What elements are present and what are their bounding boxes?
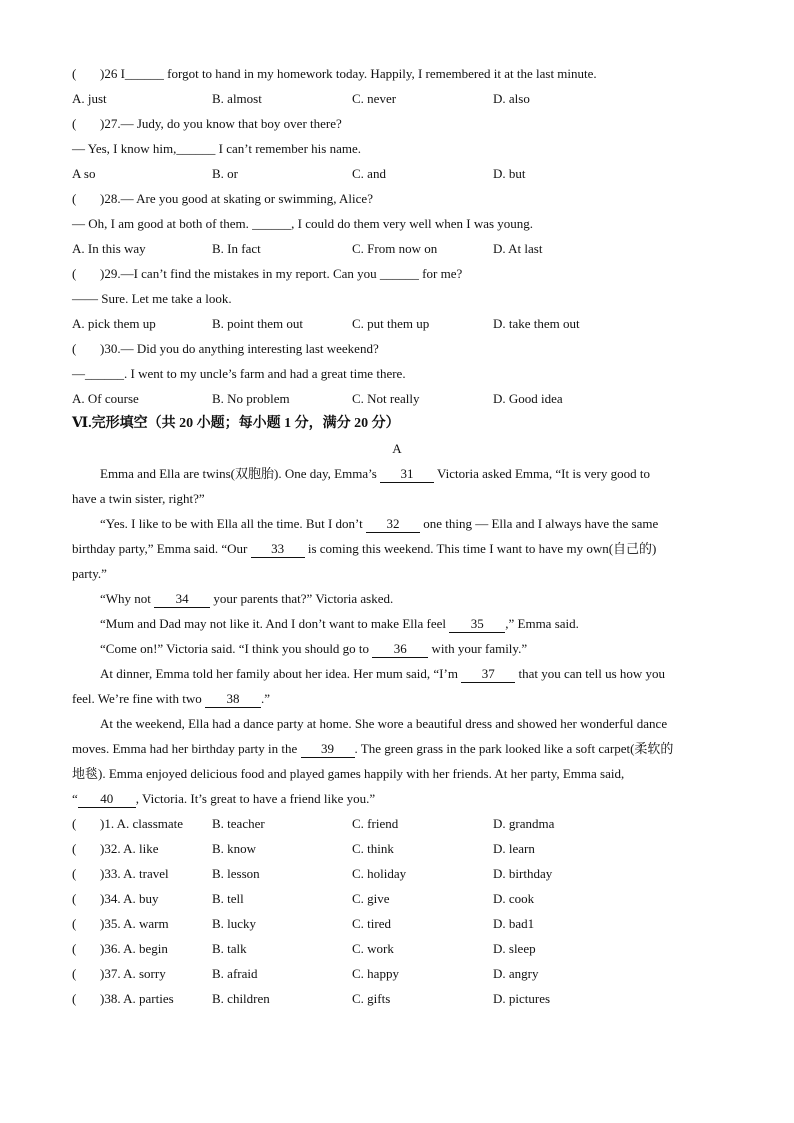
answer-paren: ( xyxy=(72,341,77,356)
passage-line xyxy=(72,536,722,561)
cloze-question-31 xyxy=(72,811,722,836)
option-d: D. but xyxy=(493,166,526,181)
question-text: )29.—I can’t find the mistakes in my report. Can you ______ for me? xyxy=(100,266,463,281)
question-26-options xyxy=(72,86,722,111)
option-a: )32. A. like xyxy=(100,841,159,856)
answer-paren: ( xyxy=(72,266,77,281)
option-c: C. gifts xyxy=(352,991,391,1006)
passage-text: your parents that?” Victoria asked. xyxy=(210,591,394,606)
option-b: B. or xyxy=(212,166,238,181)
passage-text: one thing — Ella and I always have the same xyxy=(420,516,659,531)
answer-paren: ( xyxy=(72,941,77,956)
cloze-question-36 xyxy=(72,936,722,961)
passage-text: moves. Emma had her birthday party in the xyxy=(72,741,301,756)
passage-text: is coming this weekend. This time I want to have my own(自己的) xyxy=(304,541,657,556)
passage-text: “ xyxy=(72,791,78,806)
passage-text: At dinner, Emma told her family about her idea. Her mum said, “I’m xyxy=(100,666,462,681)
cloze-question-34 xyxy=(72,886,722,911)
option-a: )1. A. classmate xyxy=(100,816,184,831)
passage-text: that you can tell us how you xyxy=(515,666,666,681)
cloze-question-38 xyxy=(72,986,722,1011)
passage-text: ,” Emma said. xyxy=(505,616,579,631)
option-c: C. Not really xyxy=(352,391,420,406)
blank-33: 33 xyxy=(251,541,305,558)
blank-39: 39 xyxy=(301,741,355,758)
passage-text: , Victoria. It’s great to have a friend like you.” xyxy=(135,791,376,806)
question-number xyxy=(72,961,166,986)
passage-text: “Yes. I like to be with Ella all the time. But I don’t xyxy=(100,516,366,531)
option-b: B. lesson xyxy=(212,866,260,881)
option-d: D. take them out xyxy=(493,316,580,331)
question-number xyxy=(72,936,168,961)
passage-text: birthday party,” Emma said. “Our xyxy=(72,541,251,556)
section-heading: Ⅵ.完形填空（共 20 小题；每小题 1 分，满分 20 分） xyxy=(72,416,400,431)
blank-40: 40 xyxy=(78,791,136,808)
question-28-reply: — Oh, I am good at both of them. ______, I could do them very well when I was young. xyxy=(72,216,534,231)
passage-line xyxy=(72,586,722,611)
option-a: )34. A. buy xyxy=(100,891,159,906)
question-27-stem xyxy=(72,111,722,136)
passage-text: “Mum and Dad may not like it. And I don’t want to make Ella feel xyxy=(100,616,450,631)
question-27-reply: — Yes, I know him,______ I can’t remember his name. xyxy=(72,141,361,156)
passage-line xyxy=(72,611,722,636)
passage-text: “Come on!” Victoria said. “I think you should go to xyxy=(100,641,373,656)
option-c: C. tired xyxy=(352,916,391,931)
option-c: C. happy xyxy=(352,966,399,981)
option-c: C. work xyxy=(352,941,394,956)
passage-text: . The green grass in the park looked like a soft carpet(柔软的 xyxy=(354,741,674,756)
option-d: D. Good idea xyxy=(493,391,563,406)
passage-line xyxy=(72,636,722,661)
blank-36: 36 xyxy=(372,641,428,658)
option-d: D. At last xyxy=(493,241,543,256)
option-a: A so xyxy=(72,166,96,181)
question-number xyxy=(72,861,169,886)
option-a: )33. A. travel xyxy=(100,866,169,881)
passage-letter: A xyxy=(392,441,402,456)
option-c: C. From now on xyxy=(352,241,438,256)
option-d: D. angry xyxy=(493,966,539,981)
passage-line: have a twin sister, right?” xyxy=(72,491,205,506)
option-a: )37. A. sorry xyxy=(100,966,166,981)
answer-paren: ( xyxy=(72,866,77,881)
blank-35: 35 xyxy=(449,616,505,633)
blank-34: 34 xyxy=(154,591,210,608)
option-b: B. know xyxy=(212,841,257,856)
option-a: )38. A. parties xyxy=(100,991,174,1006)
option-a: A. In this way xyxy=(72,241,146,256)
question-27-options xyxy=(72,161,722,186)
question-29-options xyxy=(72,311,722,336)
option-a: A. Of course xyxy=(72,391,139,406)
passage-text: feel. We’re fine with two xyxy=(72,691,205,706)
option-c: C. friend xyxy=(352,816,399,831)
passage-line xyxy=(72,461,722,486)
option-c: C. think xyxy=(352,841,394,856)
cloze-question-35 xyxy=(72,911,722,936)
blank-32: 32 xyxy=(366,516,420,533)
answer-paren: ( xyxy=(72,891,77,906)
question-28-options xyxy=(72,236,722,261)
option-a: )36. A. begin xyxy=(100,941,168,956)
option-b: B. No problem xyxy=(212,391,290,406)
question-text: )30.— Did you do anything interesting last weekend? xyxy=(100,341,379,356)
option-a: )35. A. warm xyxy=(100,916,169,931)
option-a: A. pick them up xyxy=(72,316,156,331)
passage-text: Emma and Ella are twins(双胞胎). One day, Emma’s xyxy=(100,466,381,481)
blank-31: 31 xyxy=(380,466,434,483)
cloze-question-32 xyxy=(72,836,722,861)
cloze-passage xyxy=(72,461,722,811)
option-d: D. pictures xyxy=(493,991,551,1006)
answer-paren: ( xyxy=(72,816,77,831)
option-c: C. put them up xyxy=(352,316,430,331)
question-number xyxy=(72,836,159,861)
option-d: D. bad1 xyxy=(493,916,535,931)
passage-line xyxy=(72,661,722,686)
passage-line xyxy=(72,511,722,536)
option-d: D. learn xyxy=(493,841,535,856)
answer-paren: ( xyxy=(72,991,77,1006)
option-b: B. lucky xyxy=(212,916,257,931)
cloze-question-37 xyxy=(72,961,722,986)
cloze-options xyxy=(72,811,722,1011)
cloze-question-33 xyxy=(72,861,722,886)
question-26-stem xyxy=(72,61,722,86)
passage-text: Victoria asked Emma, “It is very good to xyxy=(434,466,650,481)
option-c: C. give xyxy=(352,891,390,906)
option-d: D. birthday xyxy=(493,866,553,881)
option-a: A. just xyxy=(72,91,107,106)
answer-paren: ( xyxy=(72,66,77,81)
option-b: B. tell xyxy=(212,891,244,906)
answer-paren: ( xyxy=(72,116,77,131)
question-text: )28.— Are you good at skating or swimming, Alice? xyxy=(100,191,373,206)
option-b: B. talk xyxy=(212,941,247,956)
passage-line xyxy=(72,686,722,711)
question-29-stem xyxy=(72,261,722,286)
blank-38: 38 xyxy=(205,691,261,708)
option-c: C. never xyxy=(352,91,397,106)
question-text: )26 I______ forgot to hand in my homework today. Happily, I remembered it at the last minute. xyxy=(100,66,597,81)
passage-line: At the weekend, Ella had a dance party at home. She wore a beautiful dress and showed her wonderful dance xyxy=(100,716,668,731)
question-30-reply: —______. I went to my uncle’s farm and had a great time there. xyxy=(72,366,406,381)
passage-text: .” xyxy=(261,691,271,706)
option-b: B. In fact xyxy=(212,241,261,256)
passage-line xyxy=(72,786,722,811)
blank-37: 37 xyxy=(461,666,515,683)
option-c: C. holiday xyxy=(352,866,407,881)
option-c: C. and xyxy=(352,166,386,181)
passage-line: party.” xyxy=(72,566,107,581)
option-b: B. afraid xyxy=(212,966,258,981)
passage-line xyxy=(72,736,722,761)
question-number xyxy=(72,811,183,836)
question-28-stem xyxy=(72,186,722,211)
option-d: D. also xyxy=(493,91,530,106)
option-b: B. teacher xyxy=(212,816,265,831)
option-d: D. cook xyxy=(493,891,535,906)
option-d: D. grandma xyxy=(493,816,555,831)
question-number xyxy=(72,911,169,936)
question-29-reply: —— Sure. Let me take a look. xyxy=(72,291,232,306)
option-b: B. children xyxy=(212,991,270,1006)
question-30-options xyxy=(72,386,722,411)
answer-paren: ( xyxy=(72,191,77,206)
answer-paren: ( xyxy=(72,916,77,931)
option-d: D. sleep xyxy=(493,941,536,956)
passage-text: “Why not xyxy=(100,591,155,606)
document-page xyxy=(72,61,722,1011)
answer-paren: ( xyxy=(72,966,77,981)
question-number xyxy=(72,986,174,1011)
question-number xyxy=(72,886,159,911)
question-text: )27.— Judy, do you know that boy over there? xyxy=(100,116,342,131)
answer-paren: ( xyxy=(72,841,77,856)
question-30-stem xyxy=(72,336,722,361)
passage-text: with your family.” xyxy=(428,641,528,656)
option-b: B. point them out xyxy=(212,316,303,331)
option-b: B. almost xyxy=(212,91,262,106)
passage-line: 地毯). Emma enjoyed delicious food and played games happily with her friends. At her party, Emma said, xyxy=(72,766,625,781)
